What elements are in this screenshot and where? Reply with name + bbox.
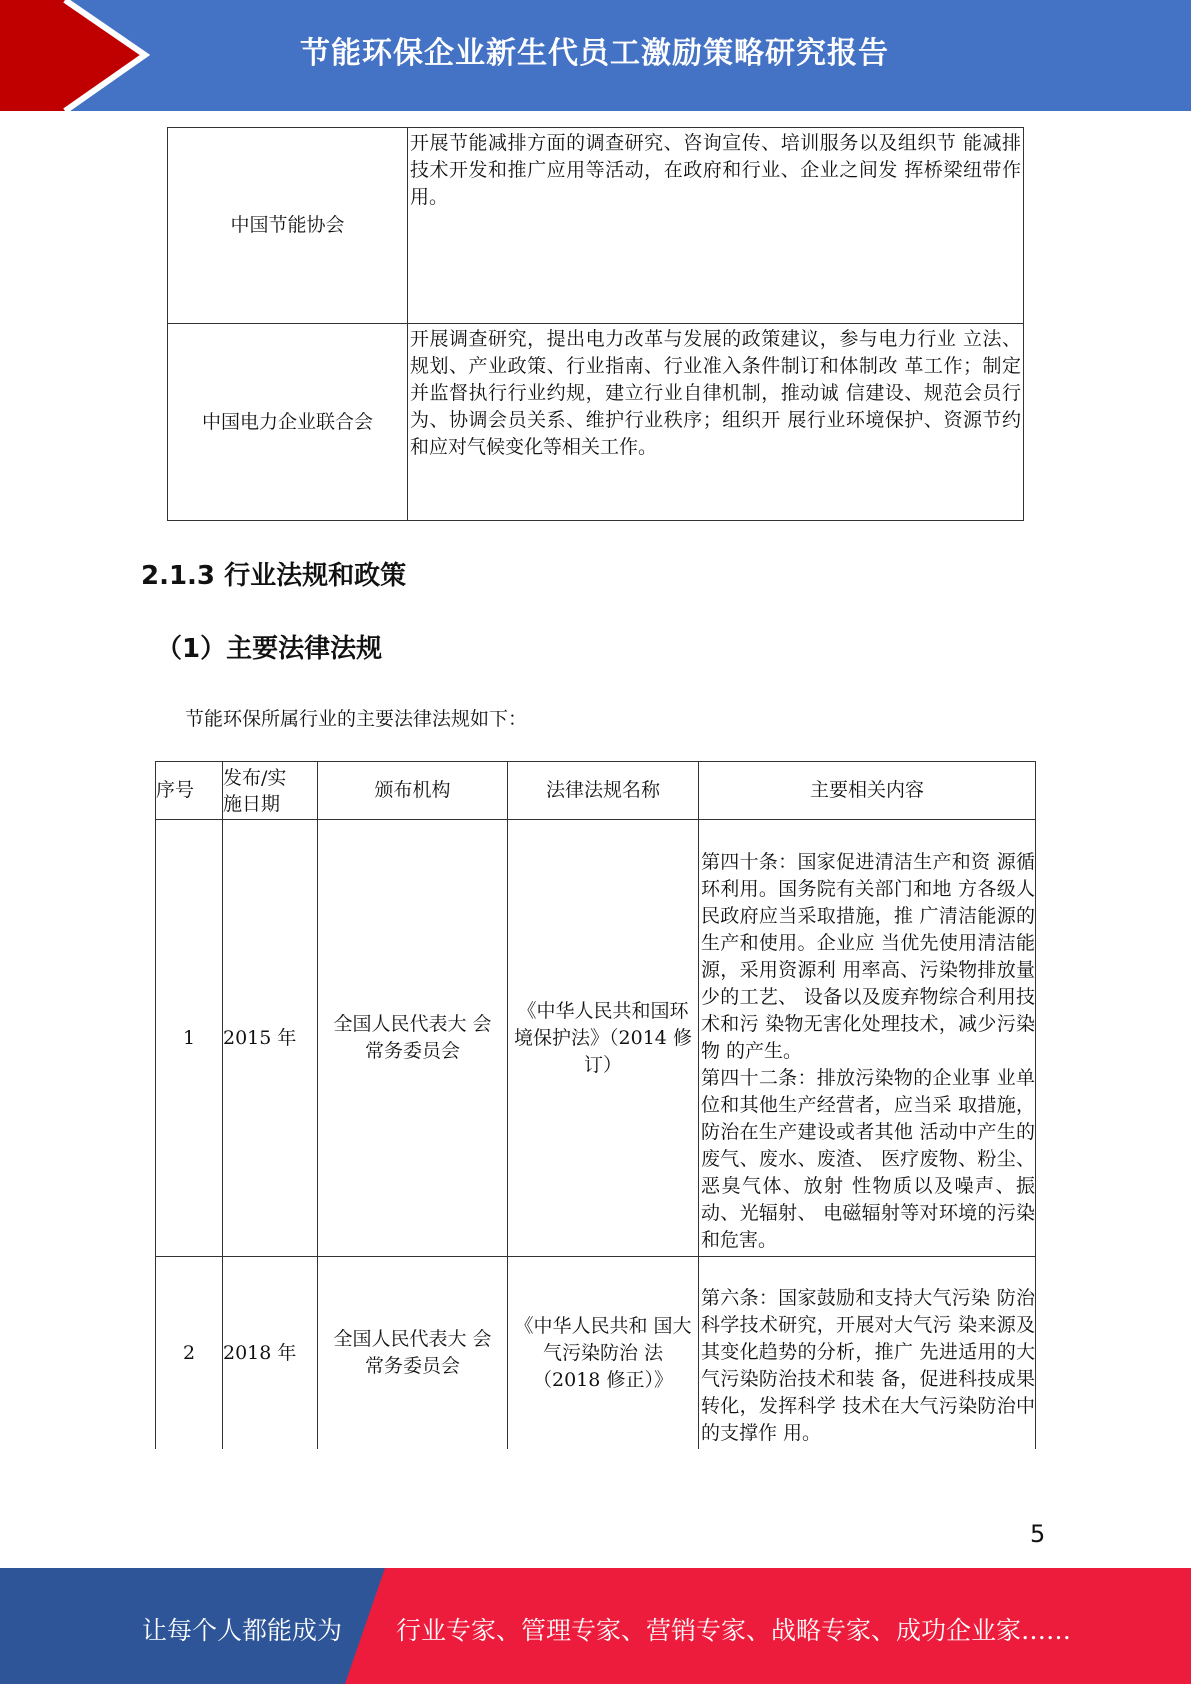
association-name: 中国电力企业联合会 (168, 324, 408, 521)
header-date-line2: 施日期 (223, 792, 281, 815)
row-no: 2 (156, 1257, 223, 1450)
row-law: 《中华人民共和国环境保护法》（2014 修订） (508, 820, 699, 1257)
row-content (699, 820, 1036, 1257)
associations-table (167, 127, 1024, 521)
header-date-line1: 发布/实 (223, 766, 287, 789)
footer-slogan-left: 让每个人都能成为 (142, 1616, 343, 1645)
row-date: 2018 年 (223, 1257, 318, 1450)
header-law: 法律法规名称 (508, 762, 699, 820)
row-content (699, 1257, 1036, 1450)
footer-slogan-right: 行业专家、管理专家、营销专家、战略专家、成功企业家…… (396, 1616, 1072, 1645)
row-law: 《中华人民共和 国大气污染防治 法（2018 修正）》 (508, 1257, 699, 1450)
laws-table (155, 761, 1036, 1449)
table-row (156, 820, 1036, 1257)
content-paragraph: 第六条：国家鼓励和支持大气污染 防治科学技术研究，开展对大气污 染来源及其变化趋势的分析，推广 先进适用的大气污染防治技术和装 备，促进科技成果转化，发挥科学 技术在大气污染防治中的支撑作 用。 (701, 1287, 1035, 1444)
row-org: 全国人民代表大 会常务委员会 (318, 820, 508, 1257)
table-row (156, 1257, 1036, 1450)
association-description: 开展调查研究，提出电力改革与发展的政策建议，参与电力行业 立法、规划、产业政策、行业指南、行业准入条件制订和体制改 革工作；制定并监督执行行业约规，建立行业自律机制，推动诚 信建设、规范会员行为、协调会员关系、维护行业秩序；组织开 展行业环境保护、资源节约和应对气候变化等相关工作。 (408, 324, 1024, 521)
intro-paragraph: 节能环保所属行业的主要法律法规如下： (185, 708, 528, 730)
row-org: 全国人民代表大 会常务委员会 (318, 1257, 508, 1450)
row-no: 1 (156, 820, 223, 1257)
subsection-heading: （1）主要法律法规 (156, 634, 383, 664)
header-arrow-logo (0, 0, 150, 111)
association-name: 中国节能协会 (168, 128, 408, 324)
row-date: 2015 年 (223, 820, 318, 1257)
header-org: 颁布机构 (318, 762, 508, 820)
report-title: 节能环保企业新生代员工激励策略研究报告 (300, 36, 889, 71)
header-date (223, 762, 318, 820)
table-header-row (156, 762, 1036, 820)
table-row (168, 324, 1024, 521)
header-no: 序号 (156, 762, 223, 820)
content-paragraph: 第四十二条：排放污染物的企业事 业单位和其他生产经营者，应当采 取措施，防治在生产建设或者其他 活动中产生的废气、废水、废渣、 医疗废物、粉尘、恶臭气体、放射 性物质以及噪声、振动、光辐射、 电磁辐射等对环境的污染和危害。 (701, 1067, 1035, 1251)
page-header (0, 0, 1191, 111)
page-number: 5 (1030, 1520, 1046, 1548)
page-footer (0, 1568, 1191, 1684)
section-heading: 2.1.3 行业法规和政策 (141, 561, 407, 591)
content-paragraph: 第四十条：国家促进清洁生产和资 源循环利用。国务院有关部门和地 方各级人民政府应当采取措施，推 广清洁能源的生产和使用。企业应 当优先使用清洁能源，采用资源利 用率高、污染物排放量少的工艺、 设备以及废弃物综合利用技术和污 染物无害化处理技术，减少污染物 的产生。 (701, 851, 1035, 1062)
association-description: 开展节能减排方面的调查研究、咨询宣传、培训服务以及组织节 能减排技术开发和推广应用等活动，在政府和行业、企业之间发 挥桥梁纽带作用。 (408, 128, 1024, 324)
header-content: 主要相关内容 (699, 762, 1036, 820)
table-row (168, 128, 1024, 324)
